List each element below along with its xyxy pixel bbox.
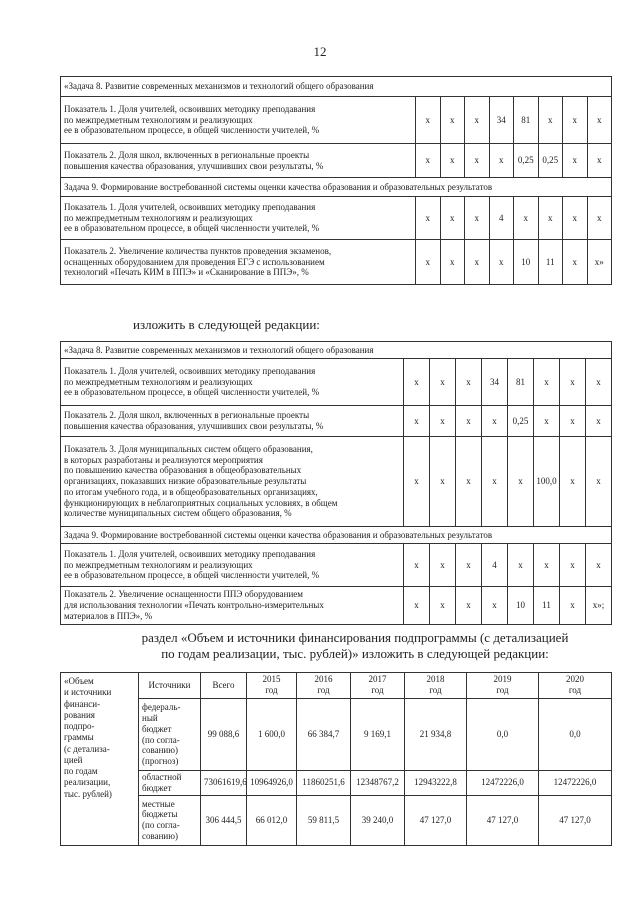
indicator-value: х (416, 97, 441, 144)
year-value-cell: 47 127,0 (539, 795, 612, 845)
indicator-value: х (534, 544, 560, 587)
header-2019: 2019 год (467, 673, 539, 699)
indicator-value: 81 (508, 359, 534, 406)
indicator-value: х (456, 587, 482, 625)
indicator-value: х (430, 406, 456, 437)
financing-row (61, 771, 612, 796)
indicator-row (61, 544, 612, 587)
indicator-value: х (586, 406, 612, 437)
indicator-value: х (560, 437, 586, 527)
indicator-value: х (404, 406, 430, 437)
indicator-row (61, 144, 612, 178)
total-cell: 73061619,6 (201, 771, 247, 796)
indicator-value: 34 (482, 359, 508, 406)
indicator-value: 4 (489, 197, 514, 240)
header-2018: 2018 год (405, 673, 467, 699)
indicator-value: х (586, 359, 612, 406)
year-value-cell: 10964926,0 (247, 771, 297, 796)
indicator-value: х (587, 144, 612, 178)
indicator-value: 11 (538, 240, 563, 285)
indicator-value: х (534, 406, 560, 437)
indicator-name: Показатель 2. Увеличение количества пунктов проведения экзаменов, оснащенных оборудованием для проведения ЕГЭ с использованием технологий «Печать КИМ в ППЭ» и «Сканирование в ППЭ», % (61, 240, 416, 285)
year-value-cell: 47 127,0 (405, 795, 467, 845)
header-sources: Источники (139, 673, 201, 699)
indicator-value: х (456, 359, 482, 406)
year-value-cell: 11860251,6 (297, 771, 351, 796)
indicator-value: х»; (586, 587, 612, 625)
indicator-value: х (560, 587, 586, 625)
year-value-cell: 0,0 (467, 699, 539, 771)
year-value-cell: 0,0 (539, 699, 612, 771)
indicator-name: Показатель 2. Доля школ, включенных в региональные проекты повышения качества образования, улучшивших свои результаты, % (61, 406, 404, 437)
indicator-value: х (538, 97, 563, 144)
indicator-value: 0,25 (508, 406, 534, 437)
indicator-name: Показатель 1. Доля учителей, освоивших методику преподавания по межпредметным технологиям и реализующих ее в образовательном процессе, в общей численности учителей, % (61, 97, 416, 144)
indicator-value: х (404, 359, 430, 406)
indicator-row (61, 437, 612, 527)
indicator-value: х (430, 544, 456, 587)
indicator-row (61, 587, 612, 625)
source-cell: местные бюджеты (по согла- сованию) (139, 795, 201, 845)
indicator-value: х (508, 437, 534, 527)
indicator-row (61, 406, 612, 437)
old-indicators-table (60, 76, 612, 285)
indicator-row (61, 197, 612, 240)
indicator-value: х (538, 197, 563, 240)
indicator-value: х (440, 197, 465, 240)
indicator-value: х (430, 587, 456, 625)
indicator-value: 34 (489, 97, 514, 144)
instruction-text-1: изложить в следующей редакции: (133, 317, 320, 332)
indicator-value: 81 (514, 97, 539, 144)
indicator-value: х» (587, 240, 612, 285)
instruction-text-2: раздел «Объем и источники финансирования подпрограммы (с детализацией по годам реализации, тыс. рублей)» изложить в следующей редакции: (141, 630, 569, 661)
indicator-value: х (465, 97, 490, 144)
indicator-value: х (514, 197, 539, 240)
indicator-name: Показатель 2. Доля школ, включенных в региональные проекты повышения качества образования, улучшивших свои результаты, % (61, 144, 416, 178)
indicator-value: х (456, 544, 482, 587)
indicator-value: х (508, 544, 534, 587)
indicator-value: 0,25 (538, 144, 563, 178)
indicator-value: х (430, 359, 456, 406)
indicator-value: х (440, 240, 465, 285)
indicator-value: х (560, 544, 586, 587)
task-8-heading: «Задача 8. Развитие современных механизмов и технологий общего образования (61, 342, 612, 359)
indicator-value: х (563, 197, 588, 240)
indicator-value: х (563, 97, 588, 144)
indicator-value: х (489, 240, 514, 285)
indicator-value: 0,25 (514, 144, 539, 178)
financing-row (61, 795, 612, 845)
indicator-value: х (404, 587, 430, 625)
source-cell: федераль- ный бюджет (по согла- сованию) (прогноз) (139, 699, 201, 771)
year-value-cell: 9 169,1 (351, 699, 405, 771)
indicator-name: Показатель 3. Доля муниципальных систем общего образования, в которых разработаны и реализуются мероприятия по повышению качества образования в общеобразовательных организациях, показавших низкие образовательные результаты по итогам учебного года, и в общеобразовательных организациях, функционирующих в неблагоприятных социальных условиях, в общем количестве муниципальных систем общего образования, % (61, 437, 404, 527)
total-cell: 306 444,5 (201, 795, 247, 845)
indicator-name: Показатель 1. Доля учителей, освоивших методику преподавания по межпредметным технологиям и реализующих ее в образовательном процессе, в общей численности учителей, % (61, 197, 416, 240)
indicator-value: х (456, 437, 482, 527)
indicator-value: 11 (534, 587, 560, 625)
year-value-cell: 12943222,8 (405, 771, 467, 796)
indicator-value: х (416, 144, 441, 178)
header-2016: 2016 год (297, 673, 351, 699)
indicator-value: х (560, 359, 586, 406)
indicator-name: Показатель 1. Доля учителей, освоивших методику преподавания по межпредметным технологиям и реализующих ее в образовательном процессе, в общей численности учителей, % (61, 544, 404, 587)
indicator-value: 10 (514, 240, 539, 285)
year-value-cell: 12348767,2 (351, 771, 405, 796)
indicator-value: х (489, 144, 514, 178)
new-indicators-table (60, 341, 612, 625)
indicator-value: х (440, 97, 465, 144)
indicator-value: х (482, 406, 508, 437)
header-2017: 2017 год (351, 673, 405, 699)
indicator-value: х (465, 197, 490, 240)
indicator-row (61, 240, 612, 285)
indicator-value: х (587, 197, 612, 240)
header-total: Всего (201, 673, 247, 699)
year-value-cell: 59 811,5 (297, 795, 351, 845)
indicator-value: х (482, 587, 508, 625)
year-value-cell: 66 384,7 (297, 699, 351, 771)
total-cell: 99 088,6 (201, 699, 247, 771)
indicator-value: х (587, 97, 612, 144)
indicator-row (61, 359, 612, 406)
header-2015: 2015 год (247, 673, 297, 699)
source-cell: областной бюджет (139, 771, 201, 796)
task-9-heading: Задача 9. Формирование востребованной системы оценки качества образования и образовательных результатов (61, 527, 612, 544)
year-value-cell: 47 127,0 (467, 795, 539, 845)
indicator-value: х (563, 240, 588, 285)
indicator-value: х (482, 437, 508, 527)
indicator-value: х (465, 240, 490, 285)
year-value-cell: 66 012,0 (247, 795, 297, 845)
task-9-heading: Задача 9. Формирование востребованной системы оценки качества образования и образовательных результатов (61, 178, 612, 197)
indicator-value: х (416, 240, 441, 285)
indicator-value: 10 (508, 587, 534, 625)
year-value-cell: 39 240,0 (351, 795, 405, 845)
indicator-value: х (586, 437, 612, 527)
year-value-cell: 21 934,8 (405, 699, 467, 771)
page-number: 12 (313, 44, 327, 59)
indicator-row (61, 97, 612, 144)
indicator-value: х (563, 144, 588, 178)
indicator-value: х (416, 197, 441, 240)
indicator-value: х (586, 544, 612, 587)
indicator-value: 100,0 (534, 437, 560, 527)
financing-row-label: «Объем и источники финанси- рования подпро- граммы (с детализа- цией по годам реализации, тыс. рублей) (61, 673, 139, 846)
indicator-value: х (456, 406, 482, 437)
header-2020: 2020 год (539, 673, 612, 699)
indicator-name: Показатель 1. Доля учителей, освоивших методику преподавания по межпредметным технологиям и реализующих ее в образовательном процессе, в общей численности учителей, % (61, 359, 404, 406)
indicator-value: х (404, 544, 430, 587)
financing-row (61, 699, 612, 771)
year-value-cell: 1 600,0 (247, 699, 297, 771)
task-8-heading: «Задача 8. Развитие современных механизмов и технологий общего образования (61, 77, 612, 97)
year-value-cell: 12472226,0 (539, 771, 612, 796)
indicator-value: х (404, 437, 430, 527)
indicator-value: х (430, 437, 456, 527)
indicator-value: х (440, 144, 465, 178)
indicator-value: 4 (482, 544, 508, 587)
financing-table (60, 672, 612, 846)
indicator-value: х (534, 359, 560, 406)
year-value-cell: 12472226,0 (467, 771, 539, 796)
indicator-value: х (465, 144, 490, 178)
indicator-name: Показатель 2. Увеличение оснащенности ППЭ оборудованием для использования технологии «Печать контрольно-измерительных материалов в ППЭ», % (61, 587, 404, 625)
indicator-value: х (560, 406, 586, 437)
